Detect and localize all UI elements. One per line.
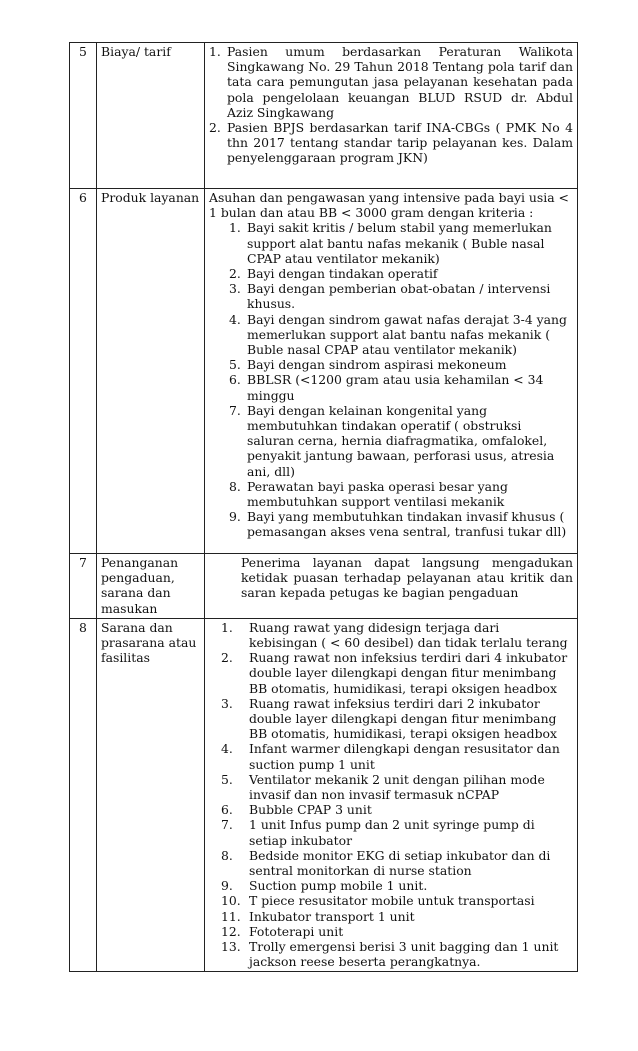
list-item (209, 44, 573, 120)
item-number: 1. (221, 619, 233, 635)
list-item (221, 939, 571, 969)
list-item (209, 120, 573, 166)
item-number: 7. (221, 817, 233, 833)
item-number: 11. (221, 908, 241, 924)
item-text: Ruang rawat yang didesign terjaga dari kebisingan ( < 60 desibel) dan tidak terlalu terang (249, 619, 568, 651)
item-number: 1. (209, 44, 221, 59)
list-item (221, 817, 571, 847)
row-content (205, 43, 578, 189)
list-item (221, 848, 571, 878)
table-row-produk-layanan (70, 189, 578, 554)
item-text: Bayi dengan sindrom aspirasi mekoneum (247, 357, 507, 373)
row-title: Penanganan pengaduan, sarana dan masukan (97, 554, 205, 619)
row-number: 6 (70, 189, 97, 554)
list-item (221, 802, 571, 817)
item-text: Perawatan bayi paska operasi besar yang membutuhkan support ventilasi mekanik (247, 478, 508, 510)
item-text: Bayi dengan tindakan operatif (247, 266, 438, 282)
item-text: Pasien BPJS berdasarkan tarif INA-CBGs ( PMK No 4 thn 2017 tentang standar tarip pelayanan kes. Dalam penyelenggaraan program JKN) (227, 120, 573, 166)
item-number: 5. (221, 771, 233, 787)
table-row-sarana-prasarana (70, 618, 578, 972)
item-text: Bayi yang membutuhkan tindakan invasif khusus ( pemasangan akses vena sentral, tranfusi tukar dll) (247, 509, 567, 540)
list-item (229, 220, 569, 266)
row-number: 5 (70, 43, 97, 189)
item-text: BBLSR (<1200 gram atau usia kehamilan < 34 minggu (247, 372, 544, 403)
item-number: 2. (229, 266, 241, 282)
table-row-penanganan-pengaduan (70, 554, 578, 619)
item-number: 8. (229, 478, 241, 494)
item-number: 2. (221, 650, 233, 666)
item-text: 1 unit Infus pump dan 2 unit syringe pump di setiap inkubator (249, 817, 535, 848)
item-number: 9. (229, 509, 241, 525)
row-content (205, 554, 578, 619)
item-text: T piece resusitator mobile untuk transportasi (249, 893, 535, 909)
list-item (221, 878, 571, 893)
item-number: 6. (221, 802, 233, 818)
item-number: 9. (221, 878, 233, 894)
list-item (229, 281, 569, 311)
row-content (205, 618, 578, 972)
list-item (221, 909, 571, 924)
list-item (221, 772, 571, 802)
row-number: 8 (70, 618, 97, 972)
service-standard-table (69, 42, 578, 972)
list-item (221, 924, 571, 939)
item-text: Ruang rawat infeksius terdiri dari 2 inkubator double layer dilengkapi dengan fitur menimbang BB otomatis, humidikasi, terapi oksigen headbox (249, 695, 557, 742)
item-number: 6. (229, 372, 241, 388)
item-number: 1. (229, 220, 241, 236)
item-number: 2. (209, 120, 221, 136)
item-number: 3. (229, 281, 241, 297)
item-number: 8. (221, 847, 233, 863)
item-text: Infant warmer dilengkapi dengan resusitator dan suction pump 1 unit (249, 741, 560, 772)
item-text: Suction pump mobile 1 unit. (249, 878, 428, 894)
item-number: 4. (229, 311, 241, 327)
item-text: Ruang rawat non infeksius terdiri dari 4 inkubator double layer dilengkapi dengan fitur menimbang BB otomatis, humidikasi, terapi oksigen headbox (249, 650, 568, 696)
item-number: 12. (221, 923, 241, 939)
list-item (229, 403, 569, 479)
item-text: Ventilator mekanik 2 unit dengan pilihan mode invasif dan non invasif termasuk nCPAP (249, 771, 545, 803)
item-text: Bedside monitor EKG di setiap inkubator dan di sentral monitorkan di nurse station (249, 847, 551, 879)
list-item (229, 509, 569, 539)
list-item (229, 357, 569, 372)
item-text: Trolly emergensi berisi 3 unit bagging dan 1 unit jackson reese beserta perangkatnya. (249, 939, 559, 970)
list-item (229, 266, 569, 281)
row-title: Sarana dan prasarana atau fasilitas (97, 618, 205, 972)
numbered-list (209, 620, 573, 970)
row-title: Biaya/ tarif (97, 43, 205, 189)
row-content (205, 189, 578, 554)
item-text: Fototerapi unit (249, 923, 344, 939)
item-number: 10. (221, 893, 241, 909)
row-title: Produk layanan (97, 189, 205, 554)
table-row-biaya-tarif (70, 43, 578, 189)
item-number: 4. (221, 741, 233, 757)
item-text: Bubble CPAP 3 unit (249, 802, 372, 818)
item-text: Bayi dengan pemberian obat-obatan / intervensi khusus. (247, 281, 551, 312)
item-text: Bayi dengan sindrom gawat nafas derajat 3-4 yang memerlukan support alat bantu nafas mekanik ( Buble nasal CPAP atau ventilator mekanik) (247, 311, 567, 358)
item-text: Inkubator transport 1 unit (249, 908, 415, 924)
item-number: 13. (221, 939, 241, 955)
row-number: 7 (70, 554, 97, 619)
item-number: 7. (229, 402, 241, 418)
intro-text: Asuhan dan pengawasan yang intensive pada bayi usia < 1 bulan dan atau BB < 3000 gram dengan kriteria : (209, 190, 569, 221)
item-text: Bayi dengan kelainan kongenital yang membutuhkan tindakan operatif ( obstruksi saluran cerna, hernia diafragmatika, omfalokel, penyakit jantung bawaan, perforasi usus, atresia ani, dll) (247, 402, 555, 479)
list-item (221, 696, 571, 742)
numbered-list (209, 44, 573, 166)
item-number: 5. (229, 357, 241, 373)
list-item (229, 312, 569, 358)
complaint-text: Penerima layanan dapat langsung mengadukan ketidak puasan terhadap pelayanan atau kritik dan saran kepada petugas ke bagian pengaduan (241, 555, 573, 601)
item-number: 3. (221, 695, 233, 711)
item-text: Bayi sakit kritis / belum stabil yang memerlukan support alat bantu nafas mekanik ( Buble nasal CPAP atau ventilator mekanik) (247, 220, 552, 266)
list-item (221, 650, 571, 696)
item-text: Pasien umum berdasarkan Peraturan Walikota Singkawang No. 29 Tahun 2018 Tentang pola tarif dan tata cara pemungutan jasa pelayanan kesehatan pada pola pengelolaan keuangan BLUD RSUD dr. Abdul Aziz Singkawang (227, 44, 573, 120)
list-item (229, 479, 569, 509)
list-item (221, 620, 571, 650)
list-item (221, 741, 571, 771)
list-item (221, 893, 571, 908)
list-item (229, 372, 569, 402)
numbered-list (209, 220, 573, 539)
